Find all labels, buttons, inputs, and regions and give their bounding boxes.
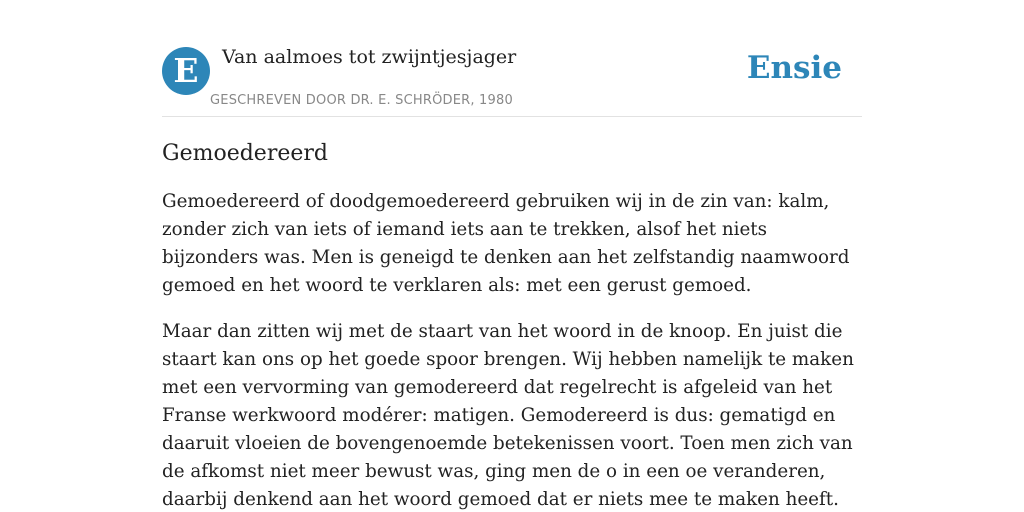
article-paragraph: Gemoedereerd of doodgemoedereerd gebruiken wij in de zin van: kalm, zonder zich van iets of iemand iets aan te trekken, alsof het niets bijzonders was. Men is geneigd te denken aan het zelfstandig naamwoord gemoed en het woord te verklaren als: met een gerust gemoed. (162, 191, 850, 296)
book-title[interactable]: Van aalmoes tot zwijntjesjager (222, 46, 517, 68)
brand-logo[interactable]: Ensie (746, 50, 842, 86)
article (162, 138, 862, 512)
header (162, 0, 862, 117)
entry-title: Gemoedereerd (162, 141, 328, 166)
author-byline: GESCHREVEN DOOR DR. E. SCHRÖDER, 1980 (210, 93, 513, 108)
article-paragraph: Maar dan zitten wij met de staart van het woord in de knoop. En juist die staart kan ons op het goede spoor brengen. Wij hebben namelijk te maken met een vervorming van gemodereerd dat regelrecht is afgeleid van het Franse werkwoord modérer: matigen. Gemodereerd is dus: gematigd en daaruit vloeien de bovengenoemde betekenissen voort. Toen men zich van de afkomst niet meer bewust was, ging men de o in een oe veranderen, daarbij denkend aan het woord gemoed dat er niets mee te maken heeft. (162, 321, 854, 510)
ensie-logo-badge[interactable]: E (162, 47, 210, 95)
